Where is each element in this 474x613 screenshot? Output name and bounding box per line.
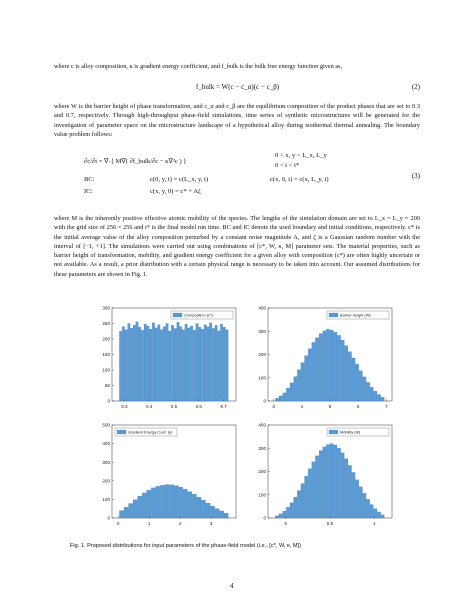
histogram-bar	[149, 329, 151, 401]
x-tick-label: 0.3	[121, 404, 128, 409]
histogram-bar	[185, 324, 187, 401]
histogram-bar	[160, 485, 164, 518]
histogram-bar	[352, 472, 355, 518]
histogram-bar	[308, 469, 311, 518]
histogram-bar	[359, 371, 362, 401]
histogram-bar	[315, 456, 318, 518]
histogram-bar	[188, 492, 192, 518]
histogram-bar	[334, 332, 337, 401]
histogram-bar	[286, 507, 289, 518]
histogram-bar	[352, 358, 355, 401]
y-tick-label: 400	[258, 305, 266, 311]
histogram-bar	[197, 497, 201, 518]
histogram-bar	[165, 485, 169, 518]
histogram-bar	[199, 327, 201, 401]
histogram-barrier-height	[246, 303, 398, 415]
histogram-mobility	[246, 420, 398, 532]
paragraph-barrier: where W is the barrier height of phase transformation, and c_α and c_β are the equilibrium composition of the product phases that are set to 0.3 and 0.7, respectively. Through high-throughput phase-field simulations, time series of synthetic microstructures will be generated for the investigation of parameter space on the microstructure landscape of a hypothetical alloy during isothermal thermal annealing. The boundary value problem follows:	[54, 103, 420, 138]
histogram-bar	[305, 476, 308, 518]
equation-3-bc-left: c(0, y, t) = c(L_x, y, t)	[150, 176, 209, 183]
x-tick-label: 0	[284, 521, 287, 526]
histogram-bar	[345, 459, 348, 518]
x-tick-label: 0.7	[220, 404, 227, 409]
histogram-bar	[119, 331, 121, 401]
histogram-bar	[223, 327, 225, 401]
equation-2-number: (2)	[411, 83, 420, 91]
histogram-bar	[163, 327, 165, 401]
x-tick-label: 3	[272, 404, 275, 409]
histogram-bar	[297, 491, 300, 518]
histogram-bar	[158, 325, 160, 401]
y-tick-label: 200	[102, 336, 110, 342]
chart-legend	[327, 428, 389, 436]
equation-3-bc-label: BC:	[84, 176, 95, 183]
histogram-bar	[151, 488, 155, 518]
x-tick-label: 4	[300, 404, 304, 409]
y-tick-label: 100	[258, 375, 266, 381]
histogram-bar	[218, 331, 220, 401]
y-tick-label: 0	[107, 515, 110, 521]
histogram-bar	[206, 503, 210, 518]
histogram-bar	[133, 500, 137, 518]
histogram-bar	[144, 324, 146, 401]
histogram-bar	[190, 326, 192, 401]
histogram-bar	[374, 391, 377, 401]
histogram-bar	[381, 397, 384, 401]
histogram-bar	[188, 328, 190, 401]
histogram-bar	[370, 387, 373, 401]
page-number: 4	[230, 582, 234, 590]
histogram-composition	[90, 303, 242, 415]
histogram-bar	[290, 503, 293, 518]
histogram-bar	[323, 447, 326, 518]
y-tick-label: 200	[258, 469, 266, 475]
histogram-bar	[122, 327, 124, 401]
histogram-bar	[377, 512, 380, 518]
histogram-bar	[174, 486, 178, 518]
histogram-bar	[312, 462, 315, 518]
legend-label: Barrier height (W)	[340, 312, 371, 318]
histogram-bar	[341, 340, 344, 401]
histogram-bar	[334, 445, 337, 518]
histogram-bar	[337, 448, 340, 518]
chart-legend	[115, 428, 177, 436]
histogram-bar	[363, 493, 366, 518]
histogram-bar	[226, 330, 228, 401]
legend-swatch	[329, 430, 338, 434]
x-tick-label: 1	[147, 521, 151, 526]
histogram-bar	[133, 325, 135, 401]
histogram-bar	[128, 324, 130, 402]
y-tick-label: 300	[258, 445, 266, 451]
histogram-bar	[125, 330, 127, 401]
histogram-bar	[294, 497, 297, 518]
histogram-bar	[301, 484, 304, 518]
histogram-bar	[138, 496, 142, 518]
x-tick-label: 0.4	[146, 404, 153, 409]
equation-3-number: (3)	[411, 172, 420, 180]
histogram-bar	[212, 328, 214, 401]
x-tick-label: 2	[178, 521, 182, 526]
histogram-bar	[308, 349, 311, 401]
y-tick-label: 200	[258, 352, 266, 358]
legend-swatch	[117, 430, 126, 434]
histogram-bar	[156, 486, 160, 518]
histogram-bar	[355, 364, 358, 401]
y-tick-label: 500	[102, 422, 110, 428]
histogram-bar	[179, 487, 183, 518]
equation-3-domain-space: 0 < x, y < L_x, L_y	[275, 152, 327, 159]
histogram-bar	[366, 499, 369, 518]
histogram-bar	[174, 328, 176, 401]
equation-3-domain-time: 0 < t < t*	[275, 162, 300, 169]
histogram-bar	[201, 500, 205, 518]
histogram-bar	[215, 325, 217, 401]
y-tick-label: 400	[102, 441, 110, 447]
histogram-bar	[119, 511, 123, 518]
histogram-bar	[204, 325, 206, 401]
histogram-bar	[297, 370, 300, 401]
x-tick-label: 7	[385, 404, 388, 409]
histogram-bar	[179, 327, 181, 401]
histogram-bar	[275, 398, 278, 401]
histogram-bar	[215, 509, 219, 518]
histogram-bar	[355, 480, 358, 518]
histogram-bar	[348, 352, 351, 401]
histogram-bar	[345, 346, 348, 401]
histogram-bar	[155, 328, 157, 401]
y-tick-label: 100	[102, 367, 110, 373]
histogram-bar	[315, 338, 318, 401]
legend-swatch	[173, 313, 182, 317]
equation-3-main: ∂c/∂t = ∇·{ M∇( ∂f_bulk/∂c − κ∇²c ) }	[84, 158, 187, 165]
histogram-bar	[279, 396, 282, 401]
histogram-bar	[183, 489, 187, 518]
y-tick-label: 300	[102, 305, 110, 311]
y-tick-label: 100	[102, 497, 110, 502]
histogram-bar	[286, 388, 289, 401]
x-tick-label: 1	[373, 521, 376, 526]
equation-3-bc-right: c(x, 0, t) = c(x, L_y, t)	[270, 176, 329, 183]
histogram-bar	[305, 356, 308, 401]
chart-legend	[171, 311, 233, 319]
histogram-bar	[139, 327, 141, 401]
histogram-bar	[177, 322, 179, 401]
histogram-bar	[207, 327, 209, 401]
legend-label: Gradient Energy Coef. (κ)	[128, 429, 173, 435]
legend-swatch	[329, 313, 338, 317]
histogram-bar	[326, 445, 329, 518]
histogram-bar	[279, 514, 282, 518]
histogram-bar	[201, 329, 203, 401]
histogram-bar	[283, 393, 286, 401]
y-tick-label: 300	[102, 459, 110, 465]
histogram-bar	[193, 330, 195, 401]
histogram-bar	[142, 493, 146, 518]
histogram-bar	[319, 334, 322, 401]
x-tick-label: 0.6	[195, 404, 202, 409]
histogram-bar	[337, 335, 340, 401]
histogram-gradient-energy	[90, 420, 242, 532]
y-tick-label: 100	[258, 492, 266, 498]
x-tick-label: 6	[356, 404, 360, 409]
paragraph-intro: where c is alloy composition, κ is gradient energy coefficient, and f_bulk is the bulk free energy function given as,	[54, 63, 343, 70]
paragraph-simulation: where M is the inherently positive effective atomic mobility of the species. The lengths of the simulation domain are set to L_x = L_y = 200 with the grid size of 256 × 256 and t* is the final model run time. BC and IC denote the used boundary and initial conditions, respectively. c* is the initial average value of the alloy composition perturbed by a constant noise magnitude A, and ζ is a Gaussian random number with the interval of [−1, +1]. The simulations were carried out using combinations of [c*, W, κ, M] parameter sets. The material properties, such as barrier height of transformation, mobility, and gradient energy coefficient for a given alloy with composition (c*) are often highly uncertain or not available. As a result, a prior distribution with a certain physical range is necessary to be taken into account. Our assumed distributions for these parameters are shown in Fig. 1.	[54, 215, 420, 278]
legend-label: Mobility (M)	[340, 429, 361, 435]
histogram-bar	[147, 490, 151, 518]
histogram-bar	[220, 324, 222, 401]
histogram-bar	[166, 324, 168, 402]
histogram-bar	[330, 444, 333, 518]
histogram-bar	[129, 503, 133, 518]
legend-label: Composition (c*)	[184, 312, 213, 318]
y-tick-label: 250	[102, 321, 110, 327]
x-tick-label: 5	[328, 404, 332, 409]
x-tick-label: 0.5	[170, 404, 178, 409]
y-tick-label: 0	[107, 398, 110, 404]
histogram-bar	[294, 377, 297, 401]
y-tick-label: 300	[258, 328, 266, 334]
histogram-bar	[141, 330, 143, 401]
y-tick-label: 200	[102, 478, 110, 484]
histogram-bar	[319, 451, 322, 518]
y-tick-label: 150	[102, 352, 110, 358]
histogram-bar	[348, 465, 351, 518]
histogram-bar	[290, 383, 293, 401]
x-tick-label: 3	[209, 521, 213, 526]
histogram-bar	[377, 394, 380, 401]
histogram-bar	[301, 363, 304, 401]
histogram-bar	[224, 513, 228, 518]
equation-3-ic: c(x, y, 0) = c* + Aζ	[150, 188, 201, 195]
histogram-bar	[326, 329, 329, 401]
chart-legend	[327, 311, 389, 319]
histogram-bar	[192, 494, 196, 518]
histogram-bar	[219, 511, 223, 518]
histogram-bar	[136, 322, 138, 401]
equation-3-ic-label: IC:	[84, 188, 93, 195]
histogram-bar	[169, 331, 171, 401]
histogram-bar	[312, 342, 315, 401]
figure-caption: Fig. 1. Proposed distributions for input parameters of the phase-field model (i.e., [c*, W, κ, M])	[70, 543, 301, 549]
y-tick-label: 400	[258, 422, 266, 428]
histogram-bar	[359, 487, 362, 518]
histogram-bar	[209, 323, 211, 401]
equation-2: f_bulk = W(c − c_α)(c − c_β)	[196, 83, 280, 91]
y-tick-label: 0	[263, 515, 266, 521]
y-tick-label: 0	[263, 398, 266, 404]
histogram-bar	[152, 323, 154, 401]
histogram-bar	[130, 328, 132, 401]
x-tick-label: 0.5	[326, 521, 334, 526]
histogram-bar	[275, 516, 278, 518]
y-tick-label: 50	[104, 383, 110, 389]
histogram-bar	[381, 515, 384, 518]
histogram-bar	[160, 330, 162, 401]
histogram-bar	[182, 330, 184, 401]
histogram-bar	[124, 507, 128, 518]
histogram-bar	[169, 485, 173, 518]
histogram-bar	[196, 324, 198, 402]
histogram-bar	[330, 330, 333, 401]
histogram-bar	[171, 325, 173, 401]
x-tick-label: 0	[116, 521, 120, 526]
histogram-bar	[323, 331, 326, 401]
histogram-bar	[147, 326, 149, 401]
histogram-bar	[370, 505, 373, 518]
histogram-bar	[341, 453, 344, 518]
histogram-bar	[366, 382, 369, 401]
histogram-bar	[363, 377, 366, 401]
